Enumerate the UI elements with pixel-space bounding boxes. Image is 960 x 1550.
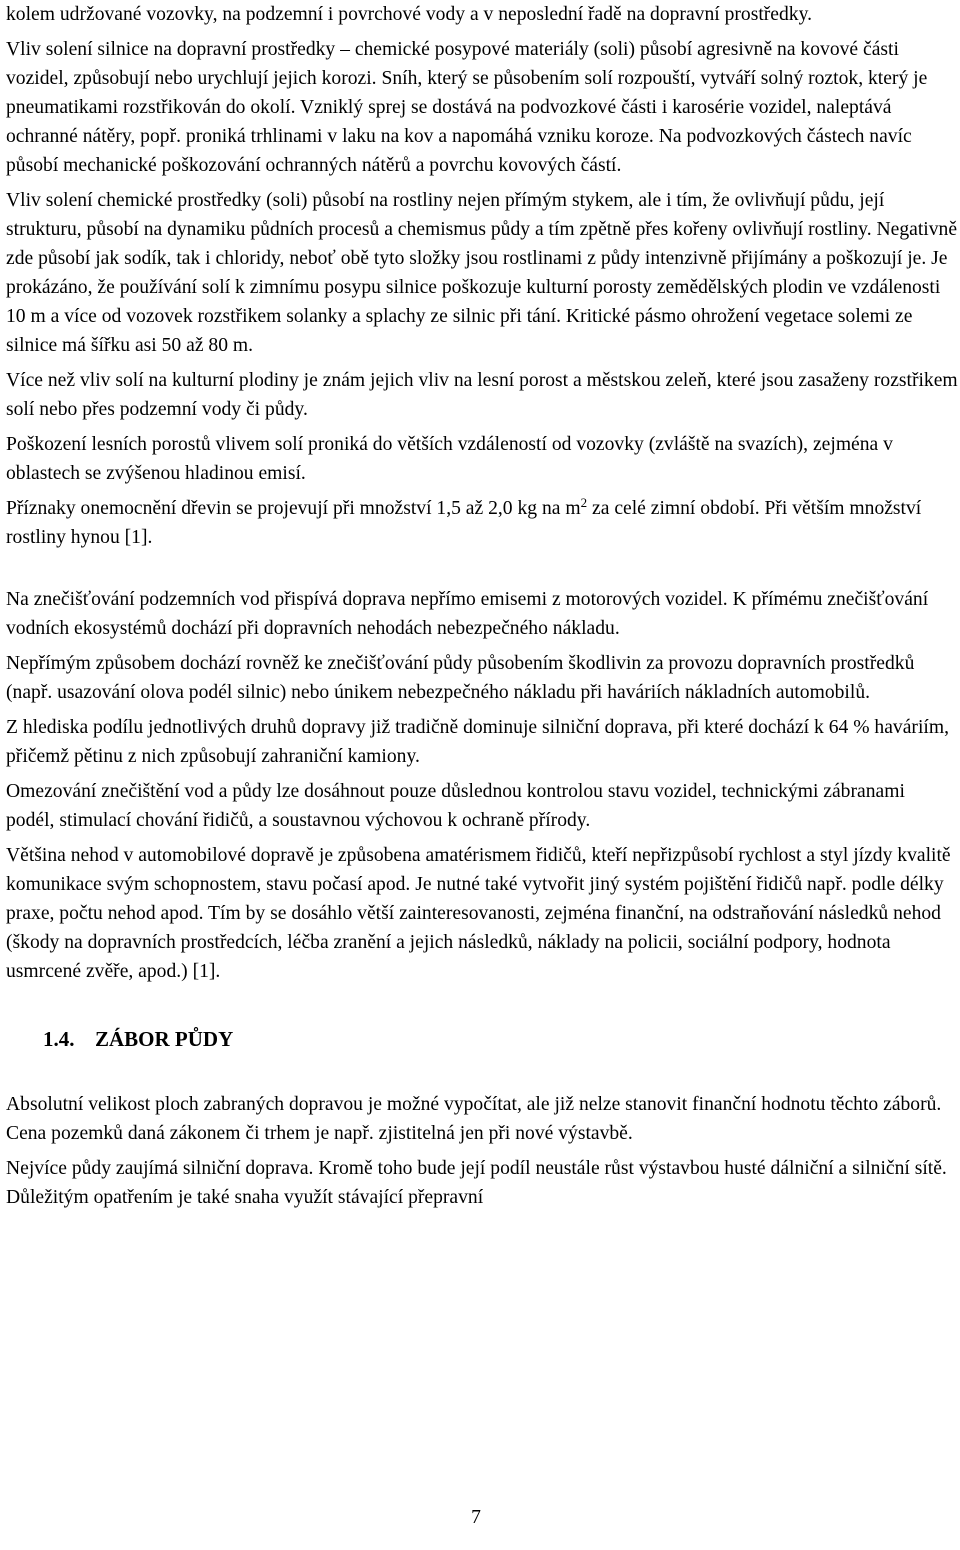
paragraph-driver-accidents: Většina nehod v automobilové dopravě je způsobena amatérismem řidičů, kteří nepřizpůsobí rychlost a styl jízdy kvalitě komunikace svým schopnostem, stavu počasí apod. Je nutné také vytvořit jiný systém pojištění řidičů např. podle délky praxe, počtu nehod apod. Tím by se dosáhlo větší zainteresovanosti, zejména finanční, na odstraňování následků nehod (škody na dopravních prostředcích, léčba zranění a jejich následků, náklady na policii, sociální podpory, hodnota usmrcené zvěře, apod.) [1]. — [6, 845, 951, 982]
paragraph-soil-pollution: Nepřímým způsobem dochází rovněž ke znečišťování půdy působením škodlivin za provozu dopravních prostředků (např. usazování olova podél silnic) nebo únikem nebezpečného nákladu při haváriích nákladních automobilů. — [6, 653, 915, 703]
paragraph-salt-intro: kolem udržované vozovky, na podzemní i povrchové vody a v neposlední řadě na dopravní prostředky. — [6, 4, 813, 25]
paragraph-road-land-use: Nejvíce půdy zaujímá silniční doprava. Kromě toho bude její podíl neustále růst výstavbou husté dálniční a silniční sítě. Důležitým opatřením je také snaha využít stávající přepravní — [6, 1158, 947, 1208]
symptoms-text-end: za celé zimní období. Při větším množství rostliny hynou [1]. — [6, 498, 922, 548]
section-number: 1.4. — [43, 1027, 75, 1051]
superscript-exponent: 2 — [580, 495, 588, 510]
symptoms-text-start: Příznaky onemocnění dřevin se projevují při množství 1,5 až 2,0 kg na m — [6, 498, 581, 519]
paragraph-vehicles-corrosion: Vliv solení silnice na dopravní prostředky – chemické posypové materiály (soli) působí agresivně na kovové části vozidel, způsobují nebo urychlují jejich korozi. Sníh, který se působením solí rozpouští, vytváří solný roztok, který je pneumatikami rozstřikován do okolí. Vzniklý sprej se dostává na podvozkové části i karosérie vozidel, naleptává ochranné nátěry, popř. proniká trhlinami v laku na kov a napomáhá vzniku koroze. Na podvozkových částech navíc působí mechanické poškozování ochranných nátěrů a povrchu kovových částí. — [6, 39, 928, 176]
paragraph-groundwater: Na znečišťování podzemních vod přispívá doprava nepřímo emisemi z motorových vozidel. K přímému znečišťování vodních ekosystémů dochází při dopravních nehodách nebezpečného nákladu. — [6, 589, 929, 639]
page-number: 7 — [471, 1507, 481, 1528]
document-page — [6, 0, 958, 1550]
paragraph-land-area: Absolutní velikost ploch zabraných dopravou je možné vypočítat, ale již nelze stanovit finanční hodnotu těchto záborů. Cena pozemků daná zákonem či trhem je např. zjistitelná jen při nové výstavbě. — [6, 1094, 942, 1144]
section-title: ZÁBOR PŮDY — [95, 1027, 234, 1051]
paragraph-forest-greenery: Více než vliv solí na kulturní plodiny je znám jejich vliv na lesní porost a městskou zeleň, které jsou zasaženy rozstřikem solí nebo přes podzemní vody či půdy. — [6, 370, 958, 420]
paragraph-plants-soil: Vliv solení chemické prostředky (soli) působí na rostliny nejen přímým stykem, ale i tím, že ovlivňují půdu, její strukturu, působí na dynamiku půdních procesů a chemismus půdy a tím zpětně přes kořeny ovlivňují rostliny. Negativně zde působí jak sodík, tak i chloridy, neboť obě tyto složky jsou rostlinami z půdy intenzivně přijímány a poškozují je. Je prokázáno, že používání solí k zimnímu posypu silnice poškozuje kulturní porosty zemědělských plodin ve vzdálenosti 10 m a více od vozovek rozstřikem solanky a splachy ze silnic při tání. Kritické pásmo ohrožení vegetace solemi ze silnice má šířku asi 50 až 80 m. — [6, 190, 958, 356]
paragraph-pollution-limits: Omezování znečištění vod a půdy lze dosáhnout pouze důslednou kontrolou stavu vozidel, technickými zábranami podél, stimulací chování řidičů, a soustavnou výchovou k ochraně přírody. — [6, 781, 905, 831]
paragraph-forest-damage: Poškození lesních porostů vlivem solí proniká do větších vzdáleností od vozovky (zvláště na svazích), zejména v oblastech se zvýšenou hladinou emisí. — [6, 434, 893, 484]
section-heading — [6, 1024, 958, 1054]
paragraph-symptoms — [6, 494, 958, 552]
paragraph-road-accidents: Z hlediska podílu jednotlivých druhů dopravy již tradičně dominuje silniční doprava, při které dochází k 64 % haváriím, přičemž pětinu z nich způsobují zahraniční kamiony. — [6, 717, 949, 767]
